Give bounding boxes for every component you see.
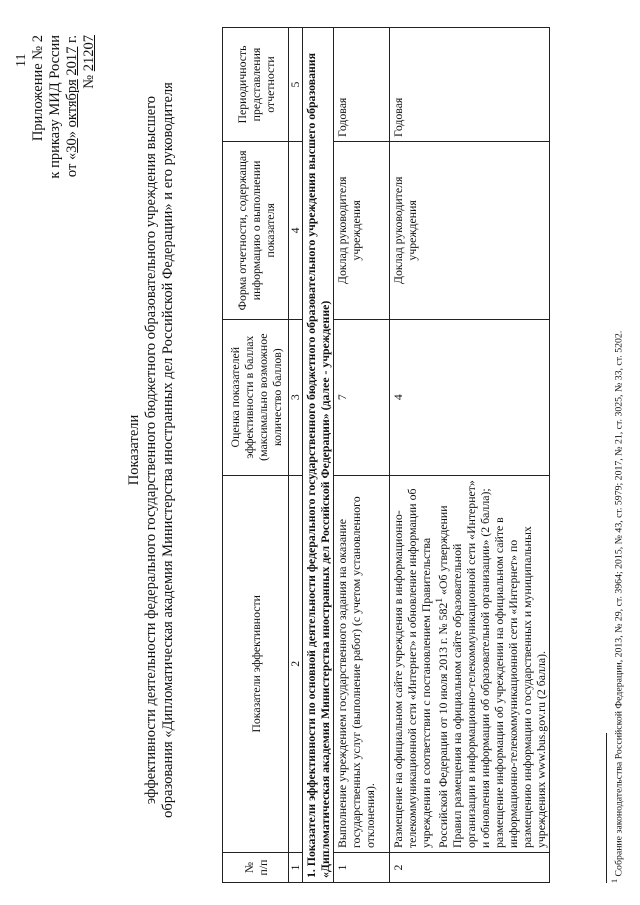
- row-indicator: Размещение на официальном сайте учреждения в информационно-телекоммуникационной сети «Интернет» и обновление информации об учреждении в соответствии с постановлением Правительства Российской Федерации от 10 июля 2013 г. № $582^1$ «Об утверждении Правил размещения на официальном сайте образовательной организации в информационно-телекоммуникационной сети «Интернет» и обновления информации об образовательной организации» (2 балла); размещение информации об учреждении на официальном сайте в информационно-телекоммуникационной сети «Интернет» по размещению информации о государственных и муниципальных учреждениях www.bus.gov.ru (2 балла).: [390, 475, 550, 852]
- row-indicator: Выполнение учреждением государственного задания на оказание государственных услуг (выполнение работ) (с учетом установленного отклонения).: [334, 475, 390, 852]
- page-number: 11: [14, 53, 29, 67]
- column-numbers-row: [289, 28, 303, 883]
- table-row: [334, 28, 390, 883]
- row-period: Годовая: [334, 28, 390, 142]
- column-number: 5: [289, 28, 303, 142]
- heading-title: Показатели: [126, 414, 142, 486]
- heading-line-3: образования «Дипломатическая академия Министерства иностранных дел Российской Федерации» и его руководителя: [160, 82, 176, 818]
- indicators-table: [222, 27, 550, 883]
- row-score: 7: [334, 319, 390, 475]
- header-form: Форма отчетности, содержащая информацию о выполнении показателя: [223, 141, 289, 319]
- section-title: 1. Показатели эффективности по основной деятельности федерального государственного бюджетного образовательного учреждения высшего образования «Дипломатическая академия Министерства иностранных дел Российской Федерации» (далее - учреждение): [303, 28, 334, 883]
- column-number: 1: [289, 853, 303, 883]
- column-number: 3: [289, 319, 303, 475]
- row-form: Доклад руководителя учреждения: [390, 141, 550, 319]
- table-row: [390, 28, 550, 883]
- row-period: Годовая: [390, 28, 550, 142]
- header-period: Периодичность представления отчетности: [223, 28, 289, 142]
- footnote-ref: 1: [434, 597, 445, 603]
- header-score: Оценка показателей эффективности в баллах (максимально возможное количество баллов): [223, 319, 289, 475]
- footnote-separator: [606, 733, 607, 883]
- row-score: 4: [390, 319, 550, 475]
- document-page: [10, 15, 630, 895]
- document-heading: [126, 15, 177, 885]
- row-num: 1: [334, 853, 390, 883]
- footnote: $^1$ Собрание законодательства Российской Федерации, 2013, № 29, ст. 3964; 2015, № 43, ст. 5979; 2017, № 21, ст. 3025, № 33, ст. 5202.: [610, 330, 625, 883]
- appendix-date: от «30» октября 2017 г.: [64, 35, 80, 178]
- header-indicator: Показатели эффективности: [223, 475, 289, 852]
- header-num: № п/п: [223, 853, 289, 883]
- row-form: Доклад руководителя учреждения: [334, 141, 390, 319]
- row-num: 2: [390, 853, 550, 883]
- heading-line-2: эффективности деятельности федерального государственного бюджетного образовательного учреждения высшего: [143, 95, 159, 805]
- appendix-year: 2017: [64, 46, 80, 76]
- appendix-month: октября: [64, 79, 80, 128]
- appendix-number: № 21207: [81, 35, 97, 89]
- column-number: 4: [289, 141, 303, 319]
- appendix-day: 30: [64, 138, 80, 153]
- column-number: 2: [289, 475, 303, 852]
- appendix-title: Приложение № 2: [30, 35, 46, 142]
- section-row: [303, 28, 334, 883]
- appendix-order-ref: к приказу МИД России: [47, 35, 63, 179]
- appendix-header: [30, 35, 98, 285]
